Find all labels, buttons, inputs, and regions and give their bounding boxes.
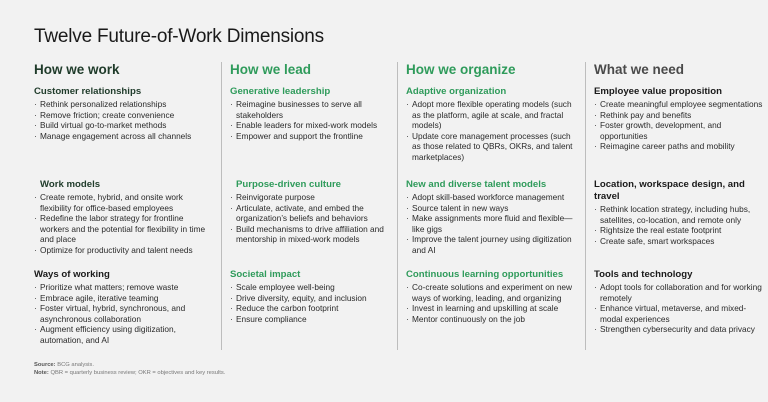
section-title: Generative leadership: [230, 86, 331, 97]
list-item: · Adopt tools for collaboration and for working remotely: [594, 282, 763, 303]
list-item: · Build virtual go-to-market methods: [34, 120, 206, 131]
column-heading: How we lead: [230, 62, 312, 77]
section-title: Tools and technology: [594, 269, 693, 280]
list-item: · Build mechanisms to drive affiliation and mentorship in mixed-work models: [230, 224, 387, 245]
section-title: Employee value proposition: [594, 86, 722, 97]
source-label: Source:: [34, 362, 56, 368]
section-title: Continuous learning opportunities: [406, 269, 564, 280]
list-item: · Make assignments more fluid and flexible—like gigs: [406, 213, 575, 234]
list-item: · Foster virtual, hybrid, synchronous, and asynchronous collaboration: [34, 303, 206, 324]
list-item: · Improve the talent journey using digitization and AI: [406, 234, 575, 255]
list-item: · Update core management processes (such as those related to QBRs, OKRs, and talent marketplaces): [406, 131, 575, 163]
list-item: · Foster growth, development, and opportunities: [594, 120, 763, 141]
list-item: · Create meaningful employee segmentations: [594, 99, 763, 110]
list-item: · Reduce the carbon footprint: [230, 303, 387, 314]
column-how-we-work: [34, 62, 206, 350]
list-item: · Adopt skill-based workforce management: [406, 192, 575, 203]
note-label: Note:: [34, 370, 49, 376]
source-line: [34, 361, 225, 369]
list-item: · Strengthen cybersecurity and data privacy: [594, 324, 763, 335]
list-item: · Enable leaders for mixed-work models: [230, 120, 387, 131]
source-note: [34, 361, 225, 377]
list-item: · Enhance virtual, metaverse, and mixed-modal experiences: [594, 303, 763, 324]
section-purpose-driven-culture: [236, 179, 387, 245]
list-item: · Reimagine career paths and mobility: [594, 141, 763, 152]
list-item: · Augment efficiency using digitization, automation, and AI: [34, 324, 206, 345]
section-new-and-diverse-talent-models: [406, 179, 575, 256]
section-location-workspace-design-travel: [594, 179, 763, 246]
section-title: Societal impact: [230, 269, 301, 280]
list-item: · Co-create solutions and experiment on new ways of working, leading, and organizing: [406, 282, 575, 303]
section-customer-relationships: [34, 86, 206, 141]
section-title: Customer relationships: [34, 86, 142, 97]
section-title: Purpose-driven culture: [236, 179, 342, 190]
list-item: · Prioritize what matters; remove waste: [34, 282, 206, 293]
section-generative-leadership: [230, 86, 387, 141]
page-title: Twelve Future-of-Work Dimensions: [34, 26, 324, 47]
source-text: BCG analysis.: [57, 362, 94, 368]
list-item: · Embrace agile, iterative teaming: [34, 293, 206, 304]
list-item: · Adopt more flexible operating models (such as the platform, agile at scale, and fractal models): [406, 99, 575, 131]
section-societal-impact: [230, 269, 387, 324]
section-tools-and-technology: [594, 269, 763, 335]
list-item: · Invest in learning and upskilling at scale: [406, 303, 575, 314]
list-item: · Rethink location strategy, including hubs, satellites, co-location, and remote only: [594, 204, 763, 225]
note-text: QBR = quarterly business review; OKR = objectives and key results.: [50, 370, 226, 376]
column-heading: How we work: [34, 62, 120, 77]
section-title: Location, workspace design, and travel: [594, 179, 745, 202]
list-item: · Drive diversity, equity, and inclusion: [230, 293, 387, 304]
column-how-we-organize: [397, 62, 575, 350]
list-item: · Manage engagement across all channels: [34, 131, 206, 142]
list-item: · Create remote, hybrid, and onsite work flexibility for office-based employees: [34, 192, 206, 213]
list-item: · Reinvigorate purpose: [230, 192, 387, 203]
list-item: · Rethink personalized relationships: [34, 99, 206, 110]
list-item: · Source talent in new ways: [406, 203, 575, 214]
list-item: · Redefine the labor strategy for frontline workers and the potential for flexibility in time and place: [34, 213, 206, 245]
list-item: · Articulate, activate, and embed the organization’s beliefs and behaviors: [230, 203, 387, 224]
section-title: Adaptive organization: [406, 86, 507, 97]
note-line: [34, 369, 225, 377]
list-item: · Reimagine businesses to serve all stakeholders: [230, 99, 387, 120]
section-employee-value-proposition: [594, 86, 763, 152]
list-item: · Rightsize the real estate footprint: [594, 225, 763, 236]
column-how-we-lead: [221, 62, 387, 350]
list-item: · Remove friction; create convenience: [34, 110, 206, 121]
section-title: Ways of working: [34, 269, 110, 280]
list-item: · Rethink pay and benefits: [594, 110, 763, 121]
list-item: · Optimize for productivity and talent needs: [34, 245, 206, 256]
column-heading: How we organize: [406, 62, 516, 77]
section-ways-of-working: [34, 269, 206, 346]
section-title: Work models: [40, 179, 101, 190]
list-item: · Empower and support the frontline: [230, 131, 387, 142]
section-work-models: [40, 179, 206, 256]
list-item: · Ensure compliance: [230, 314, 387, 325]
column-what-we-need: [585, 62, 763, 350]
section-adaptive-organization: [406, 86, 575, 163]
section-continuous-learning-opportunities: [406, 269, 575, 324]
column-heading: What we need: [594, 62, 685, 77]
list-item: · Create safe, smart workspaces: [594, 236, 763, 247]
list-item: · Scale employee well-being: [230, 282, 387, 293]
section-title: New and diverse talent models: [406, 179, 547, 190]
list-item: · Mentor continuously on the job: [406, 314, 575, 325]
